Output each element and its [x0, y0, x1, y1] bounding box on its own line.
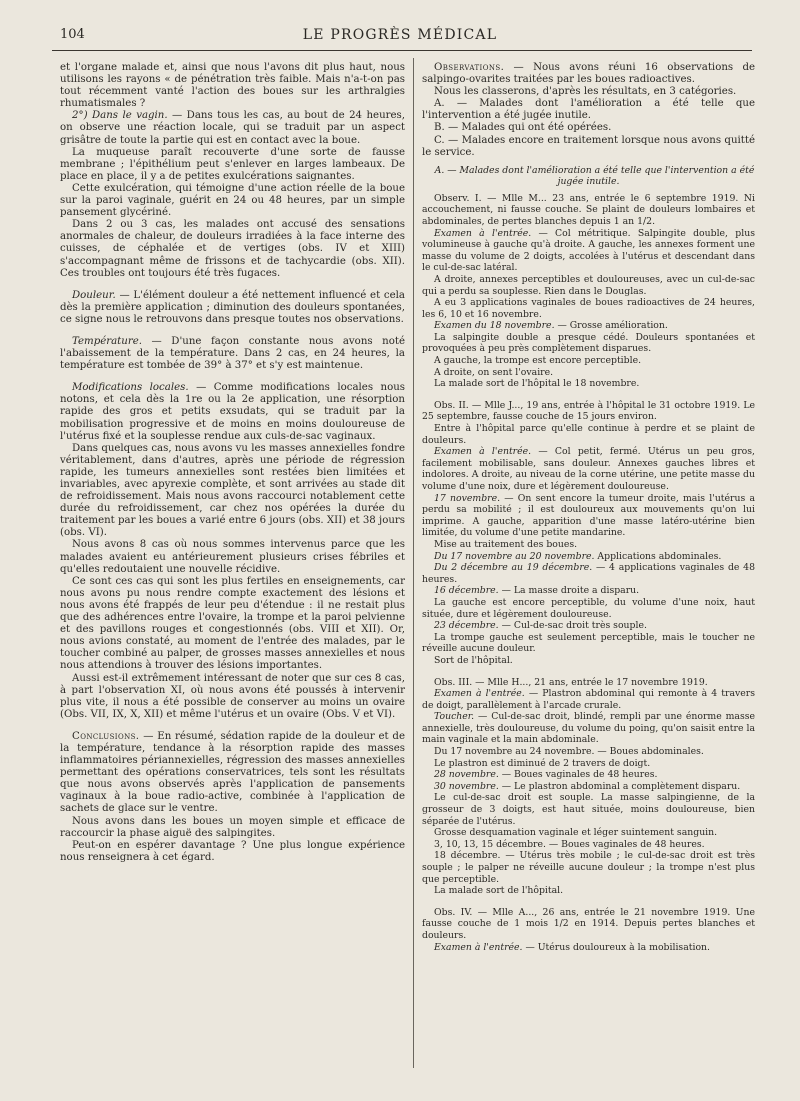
paragraph-text: — Grosse amélioration. [554, 320, 668, 332]
paragraph [422, 677, 755, 689]
paragraph-text: Ce sont ces cas qui sont les plus fertiles en enseignements, car nous avons pu nous rendre compte exactement des lésions et nous avons été frappés de leur peu d'étendue : il ne restait plus que des adhérences entre l'ovaire, la trompe et la paroi pelvienne et des pavillons rouges et congestionnés (obs. VIII et XII). Or, nous avions constaté, au moment de l'entrée des malades, par le toucher combiné au palper, de grosses masses annexielles et nous nous attendions à trouver des lésions importantes. [60, 575, 405, 672]
paragraph-text: La trompe gauche est seulement perceptible, mais le toucher ne réveille aucune douleur. [422, 631, 755, 655]
paragraph [422, 620, 755, 632]
paragraph [422, 585, 755, 597]
paragraph-text: — Col petit, fermé. Utérus un peu gros, facilement mobilisable, sans douleur. Annexes gauches libres et indolores. A droite, au niveau de la corne utérine, une petite masse du volume d'une noix, dure et légèrement douloureuse. [422, 446, 756, 492]
paragraph [422, 400, 755, 423]
paragraph-lead: Examen à l'entrée. [434, 688, 525, 700]
paragraph-lead: Modifications locales. [72, 382, 189, 394]
paragraph-text: La gauche est encore perceptible, du volume d'une noix, haut située, dure et légèrement douloureuse. [422, 596, 755, 620]
paragraph-lead: 28 novembre. [434, 769, 499, 781]
paragraph-text: Du 17 novembre au 24 novembre. — Boues abdominales. [434, 746, 704, 758]
paragraph-text: — La masse droite a disparu. [498, 585, 640, 597]
paragraph-text: Dans quelques cas, nous avons vu les masses annexielles fondre véritablement, dans d'autres, après une période de régression rapide, les tumeurs annexielles sont restées bien limitées et invariables, avec apyrexie complète, et sont arrivées au stade dit de refroidissement. Mais nous avons raccourci notablement cette durée du refroidissement, car chez nos opérées la durée du traitement par les boues a varié entre 6 jours (obs. XII) et 38 jours (obs. VI). [60, 442, 405, 539]
paragraph [422, 746, 755, 758]
paragraph [422, 320, 755, 332]
paragraph-text: Grosse desquamation vaginale et léger suintement sanguin. [434, 827, 718, 839]
paragraph-lead: Douleur. [72, 289, 116, 301]
paragraph [60, 673, 405, 721]
paragraph-text: — Plastron abdominal qui remonte à 4 travers de doigt, parallèlement à l'arcade crurale. [422, 688, 755, 711]
paragraph-text: La salpingite double a presque cédé. Douleurs spontanées et provoquées à peu près complètement disparues. [422, 331, 755, 355]
paragraph [422, 423, 755, 446]
paragraph-text: Aussi est-il extrêmement intéressant de noter que sur ces 8 cas, à part l'observation XI, où nous avons été poussés à intervenir plus vite, il nous a été possible de conserver au moins un ovaire (Obs. VII, IX, X, XII) et même l'utérus et un ovaire (Obs. V et VI). [60, 672, 405, 720]
paragraph [60, 816, 405, 840]
paragraph-lead: Toucher. [434, 711, 475, 723]
paragraph-text: — On sent encore la tumeur droite, mais l'utérus a perdu sa mobilité ; il est douloureux aux mouvements qu'on lui imprime. A gauche, apparition d'une masse latéro-utérine bien limitée, du volume d'une petite mandarine. [422, 492, 755, 539]
page-number: 104 [60, 27, 85, 42]
paragraph-text: 18 décembre. — Utérus très mobile ; le cul-de-sac droit est très souple ; le palper ne réveille aucune douleur ; la trompe n'est plus que perceptible. [422, 850, 755, 885]
paragraph-text: Le cul-de-sac droit est souple. La masse salpingienne, de la grosseur de 3 doigts, est haut située, moins douloureuse, bien séparée de l'utérus. [422, 792, 755, 827]
paragraph [422, 355, 755, 367]
paragraph-lead: Du 17 novembre au 20 novembre. [434, 550, 595, 562]
page-header [0, 27, 800, 47]
paragraph [60, 840, 405, 864]
paragraph [60, 576, 405, 673]
paragraph [60, 183, 405, 219]
paragraph [60, 443, 405, 540]
paragraph-text: — Utérus douloureux à la mobilisation. [522, 941, 710, 953]
paragraph-text: A. — Malades dont l'amélioration a été telle que l'intervention a été jugée inutile. [422, 98, 755, 122]
paragraph-text: — En résumé, sédation rapide de la douleur et de la température, tendance à la résorption rapide des masses inflammatoires périannexielles, régression des masses annexielles permettant des opérations conservatrices, tels sont les résultats que nous avons observés après l'application de pansements vaginaux à la boue radio-active, combinée à l'application de sachets de glace sur le ventre. [60, 730, 405, 815]
paragraph-text: — Col métritique. Salpingite double, plus volumineuse à gauche qu'à droite. A gauche, les annexes forment une masse du volume de 2 doigts, accolées à l'utérus et descendant dans le cul-de-sac latéral. [422, 227, 755, 274]
paragraph-lead: Examen à l'entrée. [434, 941, 523, 953]
paragraph-lead: Observations. [434, 62, 505, 73]
paragraph [422, 885, 755, 897]
paragraph-text: A droite, on sent l'ovaire. [434, 366, 554, 378]
paragraph-text: C. — Malades encore en traitement lorsque nous avons quitté le service. [422, 134, 755, 158]
paragraph [60, 62, 405, 110]
paragraph [422, 228, 755, 274]
paragraph-text: — Boues vaginales de 48 heures. [498, 769, 658, 781]
paragraph [422, 781, 755, 793]
paragraph [60, 336, 405, 372]
paragraph-lead: Examen à l'entrée. [434, 446, 532, 458]
paragraph-text: La muqueuse paraît recouverte d'une sorte de fausse membrane ; l'épithélium peut s'enlever en larges lambeaux. De place en place, il y a de petites exulcérations saignantes. [60, 146, 405, 182]
paragraph [422, 839, 755, 851]
paragraph [422, 122, 755, 134]
paragraph [422, 907, 755, 942]
paragraph [422, 332, 755, 355]
journal-title: LE PROGRÈS MÉDICAL [302, 27, 498, 43]
paragraph-lead: 2°) Dans le vagin. [72, 110, 168, 122]
paragraph-text: — L'élément douleur a été nettement influencé et cela dès la première application ; diminution des douleurs spontanées, ce signe nous le retrouvons dans presque toutes nos observations. [60, 289, 405, 325]
paragraph [422, 850, 755, 885]
paragraph-text: Sort de l'hôpital. [434, 654, 513, 666]
paragraph-text: La malade sort de l'hôpital. [434, 885, 564, 897]
paragraph [422, 135, 755, 159]
paragraph-text: Nous avons dans les boues un moyen simple et efficace de raccourcir la phase aiguë des salpingites. [60, 815, 405, 839]
paragraph [422, 562, 755, 585]
paragraph-text: A gauche, la trompe est encore perceptible. [434, 355, 642, 367]
paragraph [60, 539, 405, 575]
paragraph [60, 219, 405, 279]
paragraph-text: Applications abdominales. [594, 550, 722, 562]
left-column [60, 62, 405, 864]
paragraph-text: — D'une façon constante nous avons noté l'abaissement de la température. Dans 2 cas, en 24 heures, la température est tombée de 39° à 37° et s'y est maintenue. [60, 335, 405, 372]
paragraph-lead: Conclusions. [72, 730, 140, 742]
paragraph-text: Obs. IV. — Mlle A..., 26 ans, entrée le 21 novembre 1919. Une fausse couche de 1 mois 1/2 en 1914. Depuis pertes blanches et douleurs. [422, 906, 755, 941]
paragraph-text: Nous les classerons, d'après les résultats, en 3 catégories. [434, 86, 737, 98]
paragraph-lead: Température. [72, 335, 142, 347]
observations-list [422, 193, 755, 953]
paragraph-text: Mise au traitement des boues. [434, 538, 578, 550]
paragraph [422, 98, 755, 122]
paragraph [422, 193, 755, 228]
paragraph [422, 378, 755, 390]
paragraph [60, 290, 405, 326]
paragraph-text: Dans 2 ou 3 cas, les malades ont accusé des sensations anormales de chaleur, de douleurs irradiées à la face interne des cuisses, de céphalée et de vertiges (obs. IV et XIII) s'accompagnant même de frissons et de tachycardie (obs. XII). Ces troubles ont toujours été très fugaces. [60, 219, 405, 279]
paragraph-lead: 23 décembre. [434, 620, 499, 632]
paragraph [422, 792, 755, 827]
paragraph-text: Obs. III. — Mlle H..., 21 ans, entrée le 17 novembre 1919. [434, 676, 708, 688]
paragraph-lead: 16 décembre. [434, 585, 499, 597]
paragraph-text: Cette exulcération, qui témoigne d'une action réelle de la boue sur la paroi vaginale, guérit en 24 ou 48 heures, par un simple pansement glycériné. [60, 182, 405, 219]
paragraph [422, 493, 755, 539]
paragraph [422, 274, 755, 297]
paragraph-text: — Cul-de-sac droit très souple. [498, 620, 647, 632]
category-a-heading: A. — Malades dont l'amélioration a été telle que l'intervention a été jugée inutile. [434, 164, 755, 187]
paragraph-text: Le plastron est diminué de 2 travers de doigt. [434, 757, 651, 769]
observations-intro [422, 62, 755, 159]
paragraph-lead: Examen du 18 novembre. [434, 320, 555, 332]
paragraph [422, 62, 755, 86]
paragraph-text: — Cul-de-sac droit, blindé, rempli par une énorme masse annexielle, très douloureuse, du volume du poing, qu'on saisit entre la main vaginale et la main abdominale. [422, 711, 755, 746]
paragraph-lead: 17 novembre. [434, 492, 501, 504]
paragraph-text: B. — Malades qui ont été opérées. [434, 122, 612, 134]
paragraph [422, 711, 755, 746]
paragraph-lead: Du 2 décembre au 19 décembre. [434, 562, 593, 574]
paragraph [422, 632, 755, 655]
paragraph-text: 3, 10, 13, 15 décembre. — Boues vaginales de 48 heures. [434, 838, 705, 850]
paragraph-text: La malade sort de l'hôpital le 18 novembre. [434, 378, 640, 390]
paragraph-text: — Comme modifications locales nous notons, et cela dès la 1re ou la 2e application, une résorption rapide des gros et petits exsudats, qui se traduit par la mobilisation progressive et de moins en moins douloureuse de l'utérus fixé et la souplesse rendue aux culs-de-sac vaginaux. [60, 382, 406, 442]
paragraph-text: et l'organe malade et, ainsi que nous l'avons dit plus haut, nous utilisons les rayons « de pénétration très faible. Mais n'a-t-on pas tout récemment vanté l'action des boues sur les arthralgies rhumatismales ? [60, 62, 405, 110]
paragraph [422, 597, 755, 620]
header-rule [52, 50, 752, 51]
paragraph-text: Entre à l'hôpital parce qu'elle continue à perdre et se plaint de douleurs. [422, 423, 755, 446]
paragraph [60, 110, 405, 146]
paragraph-text: — 4 applications vaginales de 48 heures. [422, 562, 755, 585]
paragraph [422, 446, 755, 492]
paragraph [60, 147, 405, 183]
paragraph [422, 539, 755, 551]
column-divider [413, 58, 414, 1068]
paragraph-text: A eu 3 applications vaginales de boues radioactives de 24 heures, les 6, 10 et 16 novembre. [422, 297, 755, 320]
paragraph-text: Nous avons 8 cas où nous sommes intervenus parce que les malades avaient eu antérieurement plusieurs crises fébriles et qu'elles redoutaient une nouvelle récidive. [60, 539, 405, 575]
paragraph [60, 382, 405, 442]
paragraph [422, 758, 755, 770]
paragraph-lead: Examen à l'entrée. [434, 227, 532, 239]
paragraph-text: Peut-on en espérer davantage ? Une plus longue expérience nous renseignera à cet égard. [60, 839, 405, 863]
paragraph [422, 551, 755, 563]
paragraph [422, 86, 755, 98]
paragraph [422, 297, 755, 320]
paragraph-text: — Dans tous les cas, au bout de 24 heures, on observe une réaction locale, qui se traduit par un aspect grisâtre de toute la partie qui est en contact avec la boue. [60, 110, 405, 146]
paragraph-text: Obs. II. — Mlle J..., 19 ans, entrée à l'hôpital le 31 octobre 1919. Le 25 septembre, fausse couche de 15 jours environ. [422, 399, 755, 423]
paragraph-lead: 30 novembre. [434, 780, 499, 792]
paragraph-text: — Nous avons réuni 16 observations de salpingo-ovarites traitées par les boues radioactives. [422, 62, 755, 86]
paragraph-text: — Le plastron abdominal a complètement disparu. [498, 780, 741, 792]
paragraph [422, 827, 755, 839]
paragraph [422, 942, 755, 954]
paragraph [422, 655, 755, 667]
paragraph [60, 731, 405, 816]
paragraph [422, 769, 755, 781]
right-column [422, 62, 755, 953]
paragraph [422, 688, 755, 711]
paragraph-text: Observ. I. — Mlle M... 23 ans, entrée le 6 septembre 1919. Ni accouchement, ni fausse couche. Se plaint de douleurs lombaires et abdominales, de pertes blanches depuis 1 an 1/2. [422, 192, 755, 227]
paragraph [422, 367, 755, 379]
paragraph-text: A droite, annexes perceptibles et douloureuses, avec un cul-de-sac qui a perdu sa souplesse. Rien dans le Douglas. [422, 273, 755, 297]
